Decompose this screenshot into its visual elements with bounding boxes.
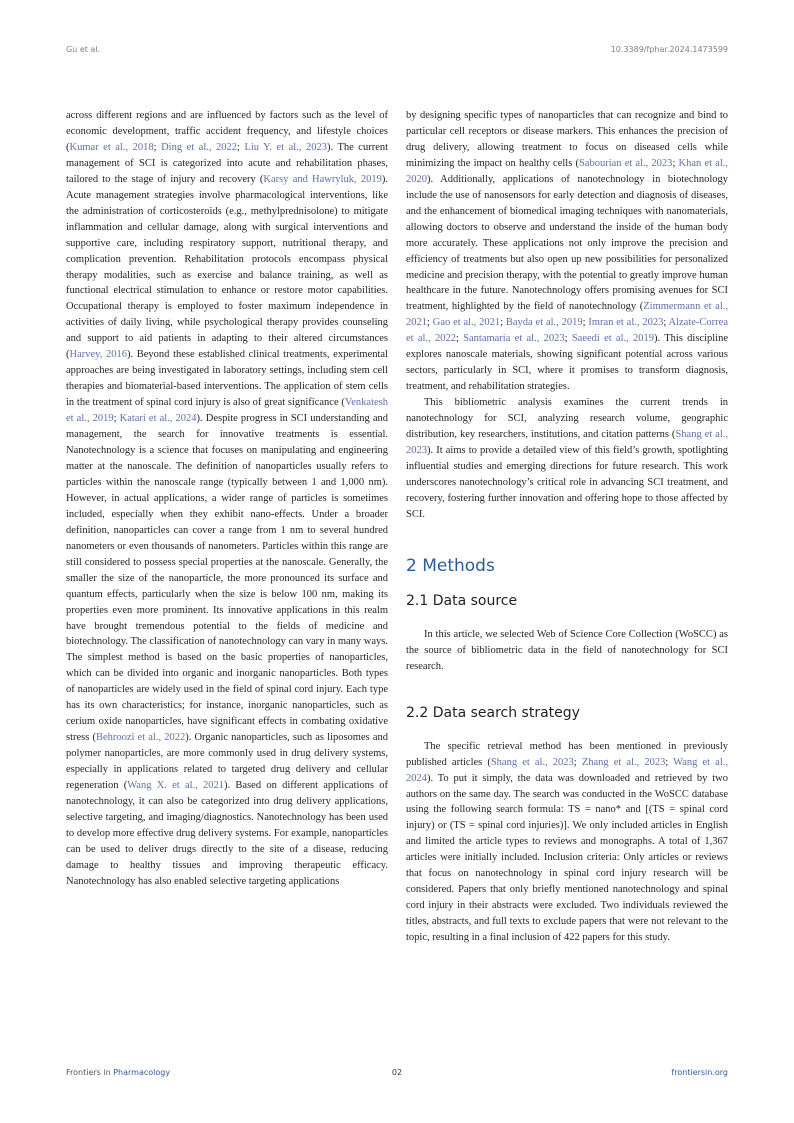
- citation-link[interactable]: Imran et al., 2023: [588, 317, 664, 329]
- body-paragraph: In this article, we selected Web of Science Core Collection (WoSCC) as the source of bibliometric data in the field of nanotechnology for SCI research.: [406, 628, 728, 672]
- citation-link[interactable]: Behroozi et al., 2022: [95, 732, 186, 744]
- citation-link[interactable]: Gao et al., 2021: [432, 317, 501, 329]
- footer-site-link[interactable]: frontiersin.org: [671, 1068, 728, 1077]
- citation-link[interactable]: Bayda et al., 2019: [505, 317, 583, 329]
- section-heading: 2 Methods: [406, 555, 495, 576]
- citation-link[interactable]: Venkatesh et al., 2019: [66, 397, 388, 425]
- citation-link[interactable]: Liu Y. et al., 2023: [244, 141, 327, 153]
- subsection-heading: 2.2 Data search strategy: [406, 704, 580, 721]
- running-header-doi: 10.3389/fphar.2024.1473599: [610, 45, 728, 54]
- body-paragraph: across different regions and are influenced by factors such as the level of economic development, traffic accident frequency, and lifestyle choices (Kumar et al., 2018; Ding et al., 2022; Liu Y. et al., 2023). The current management of SCI is categorized into acute and rehabilitation phases, tailored to the stage of injury and recovery (Karsy and Hawryluk, 2019). Acute management strategies involve pharmacological interventions, like the administration of corticosteroids (e.g., methylprednisolone) to mitigate inflammation and cellular damage, along with surgical interventions and supportive care, including respiratory support, nutritional therapy, and complication prevention. Rehabilitation protocols encompass physical therapy modalities, such as exercise and balance training, as well as functional electrical stimulation to enhance or restore motor capabilities. Occupational therapy is employed to foster maximum independence in activities of daily living, while psychological therapy provides counseling and support to aid patients in adapting to their altered circumstances (Harvey, 2016). Beyond these established clinical treatments, experimental approaches are being investigated in laboratory settings, including stem cell therapies and biomaterial-based interventions. The application of stem cells in the treatment of spinal cord injury is also of great significance (Venkatesh et al., 2019; Katari et al., 2024). Despite progress in SCI understanding and management, the search for innovative treatments is essential. Nanotechnology is a science that focuses on manipulating and engineering matter at the nanoscale. The definition of nanoparticles usually refers to particles within the nanoscale range (typically between 1 and 1,000 nm). However, in actual applications, a wider range of particles is sometimes included, especially when they exhibit nano-effects. Under a broader definition, nanoparticles can cover a range from 1 nm to several hundred nanometers or even thousands of nanometers. Particles within this range are still considered to possess special properties at the nanoscale. Generally, the smaller the size of the nanoparticle, the more pronounced its surface and quantum effects, particularly when the size is below 100 nm, making its properties even more prominent. Its innovative applications in this realm have brought tremendous potential to the fields of medicine and biotechnology. The classification of nanotechnology can vary in many ways. The simplest method is based on the basic properties of nanoparticles, which can be divided into organic and inorganic nanoparticles. Both types of nanoparticles are widely used in the field of spinal cord injury. Each type has its own characteristics; for instance, inorganic nanoparticles, such as cerium oxide nanoparticles, have significant effects in combating oxidative stress (Behroozi et al., 2022). Organic nanoparticles, such as liposomes and polymer nanoparticles, are more commonly used in drug delivery systems, especially in applications related to targeted drug delivery and cellular regeneration (Wang X. et al., 2021). Based on different applications of nanotechnology, it can also be categorized into drug delivery applications, selective targeting, and imaging/diagnostics. Nanotechnology has been used to develop more effective drug delivery systems. For example, nanoparticles can be used to deliver drugs directly to the site of a disease, reducing damage to healthy tissues and improving therapeutic efficacy. Nanotechnology has also enabled selective targeting applications: [66, 110, 389, 887]
- citation-link[interactable]: Zhang et al., 2023: [581, 756, 666, 768]
- body-paragraph: by designing specific types of nanoparticles that can recognize and bind to particular cell receptors or disease markers. This enhances the precision of drug delivery, allowing treatment to focus on diseased cells while minimizing the impact on healthy cells (Sabourian et al., 2023; Khan et al., 2020). Additionally, applications of nanotechnology in biotechnology include the use of nanosensors for early detection and diagnosis of diseases, and the enhancement of biomedical imaging techniques with nanomaterials, allowing doctors to observe and understand the inside of the human body more accurately. These applications not only improve the precision and efficiency of treatments but also open up new possibilities for personalized medicine and precision therapy, with the potential to greatly improve human healthcare in the future. Nanotechnology offers promising avenues for SCI treatment, highlighted by the field of nanotechnology (Zimmermann et al., 2021; Gao et al., 2021; Bayda et al., 2019; Imran et al., 2023; Alzate-Correa et al., 2022; Santamaria et al., 2023; Saeedi et al., 2019). This discipline explores nanoscale materials, showing significant potential across various sectors, particularly in SCI, where it promises to transform diagnosis, treatment, and rehabilitation strategies.: [406, 110, 729, 393]
- citation-link[interactable]: Saeedi et al., 2019: [571, 333, 655, 345]
- running-header-authors: Gu et al.: [66, 45, 101, 54]
- citation-link[interactable]: Zimmermann et al., 2021: [406, 301, 729, 329]
- citation-link[interactable]: Kumar et al., 2018: [69, 141, 154, 153]
- citation-link[interactable]: Santamaria et al., 2023: [463, 333, 565, 345]
- page-number: 02: [391, 1068, 403, 1077]
- citation-link[interactable]: Katari et al., 2024: [119, 413, 197, 425]
- citation-link[interactable]: Wang et al., 2024: [406, 756, 728, 784]
- citation-link[interactable]: Alzate-Correa et al., 2022: [406, 317, 728, 345]
- citation-link[interactable]: Ding et al., 2022: [161, 141, 238, 153]
- body-paragraph: The specific retrieval method has been mentioned in previously published articles (Shang et al., 2023; Zhang et al., 2023; Wang et al., 2024). To put it simply, the data was downloaded and retrieved by two authors on the same day. The search was conducted in the WoSCC database using the following search formula: TS = nano* and [(TS = spinal cord injury) or (TS = spinal cord injuries)]. We only included articles in English and limited the article types to reviews and monographs. A total of 1,367 articles were initially included. Inclusion criteria: Only articles or reviews that focus on nanotechnology in spinal cord injury research will be considered. Papers that only briefly mentioned nanotechnology and spinal cord injury in their abstracts were excluded. Two individuals reviewed the titles, abstracts, and full texts to exclude papers that were not relevant to the topic, resulting in a final inclusion of 422 papers for this study.: [406, 740, 728, 944]
- footer-journal-name: Pharmacology: [113, 1068, 171, 1077]
- citation-link[interactable]: Shang et al., 2023: [490, 756, 574, 768]
- footer-journal-prefix: Frontiers in: [66, 1068, 114, 1077]
- right-column: [406, 108, 728, 946]
- subsection-heading: 2.1 Data source: [406, 592, 518, 609]
- citation-link[interactable]: Sabourian et al., 2023: [578, 157, 673, 169]
- citation-link[interactable]: Wang X. et al., 2021: [127, 780, 225, 792]
- citation-link[interactable]: Harvey, 2016: [69, 349, 127, 361]
- citation-link[interactable]: Khan et al., 2020: [406, 157, 729, 185]
- citation-link[interactable]: Karsy and Hawryluk, 2019: [263, 173, 382, 185]
- citation-link[interactable]: Shang et al., 2023: [406, 429, 729, 457]
- body-paragraph: This bibliometric analysis examines the current trends in nanotechnology for SCI, analyzing research volume, geographic distribution, key researchers, institutions, and citation patterns (Shang et al., 2023). It aims to provide a detailed view of this field’s growth, spotlighting influential studies and emerging directions for future research. This work underscores nanotechnology’s critical role in advancing SCI treatment, and recovery, fostering further innovation and offering hope to those affected by SCI.: [406, 397, 729, 520]
- left-column: [66, 108, 388, 890]
